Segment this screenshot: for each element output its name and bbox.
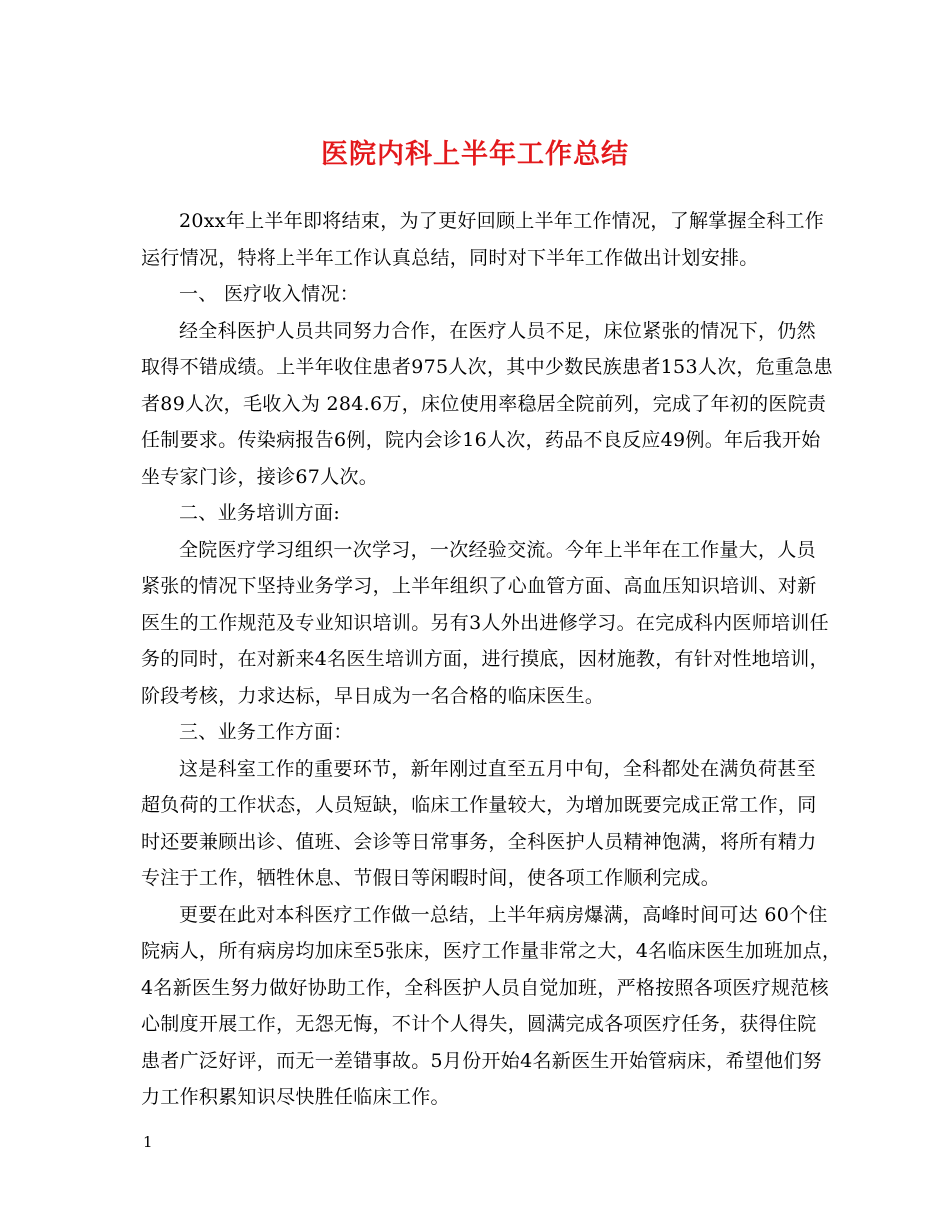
text-line: 更要在此对本科医疗工作做一总结，上半年病房爆满，高峰时间可达 60个住: [179, 903, 828, 926]
text-line: 运行情况，特将上半年工作认真总结，同时对下半年工作做出计划安排。: [141, 246, 759, 269]
document-title: 医院内科上半年工作总结: [321, 139, 629, 170]
text-line: 经全科医护人员共同努力合作，在医疗人员不足，床位紧张的情况下，仍然: [179, 319, 816, 342]
text-line: 心制度开展工作，无怨无悔，不计个人得失，圆满完成各项医疗任务，获得住院: [141, 1013, 817, 1035]
text-line: 全院医疗学习组织一次学习，一次经验交流。今年上半年在工作量大，人员: [179, 538, 816, 561]
text-line: 紧张的情况下坚持业务学习，上半年组织了心血管方面、高血压知识培训、对新: [141, 575, 817, 597]
text-line: 超负荷的工作状态，人员短缺，临床工作量较大，为增加既要完成正常工作，同: [141, 794, 817, 816]
text-line: 务的同时，在对新来4名医生培训方面，进行摸底，因材施教，有针对性地培训，: [141, 648, 829, 670]
text-line: 三、业务工作方面：: [179, 721, 353, 743]
page-number: 1: [143, 1133, 153, 1151]
text-line: 4名新医生努力做好协助工作，全科医护人员自觉加班，严格按照各项医疗规范核: [141, 976, 829, 999]
text-line: 患者广泛好评，而无一差错事故。5月份开始4名新医生开始管病床，希望他们努: [141, 1049, 822, 1072]
document-body: [141, 203, 842, 1116]
text-line: 取得不错成绩。上半年收住患者975人次，其中少数民族患者153人次，危重急患: [141, 356, 833, 378]
text-line: 医生的工作规范及专业知识培训。另有3人外出进修学习。在完成科内医师培训任: [141, 611, 829, 634]
text-line: 二、业务培训方面:: [179, 502, 341, 524]
text-line: 阶段考核，力求达标，早日成为一名合格的临床医生。: [141, 684, 605, 707]
text-line: 这是科室工作的重要环节，新年刚过直至五月中旬，全科都处在满负荷甚至: [179, 757, 816, 780]
text-line: 坐专家门诊，接诊67人次。: [141, 465, 379, 488]
text-line: 任制要求。传染病报告6例，院内会诊16人次，药品不良反应49例。年后我开始: [141, 429, 821, 451]
text-line: 专注于工作，牺牲休息、节假日等闲暇时间，使各项工作顺利完成。: [141, 867, 721, 889]
text-line: 院病人，所有病房均加床至5张床，医疗工作量非常之大，4名临床医生加班加点，: [141, 940, 842, 962]
text-line: 20xx年上半年即将结束，为了更好回顾上半年工作情况，了解掌握全科工作: [179, 210, 825, 232]
text-line: 者89人次，毛收入为 284.6万，床位使用率稳居全院前列，完成了年初的医院责: [141, 392, 827, 415]
text-line: 时还要兼顾出诊、值班、会诊等日常事务，全科医护人员精神饱满，将所有精力: [141, 830, 817, 853]
text-line: 力工作积累知识尽快胜任临床工作。: [141, 1086, 450, 1108]
text-line: 一、 医疗收入情况：: [179, 283, 360, 305]
